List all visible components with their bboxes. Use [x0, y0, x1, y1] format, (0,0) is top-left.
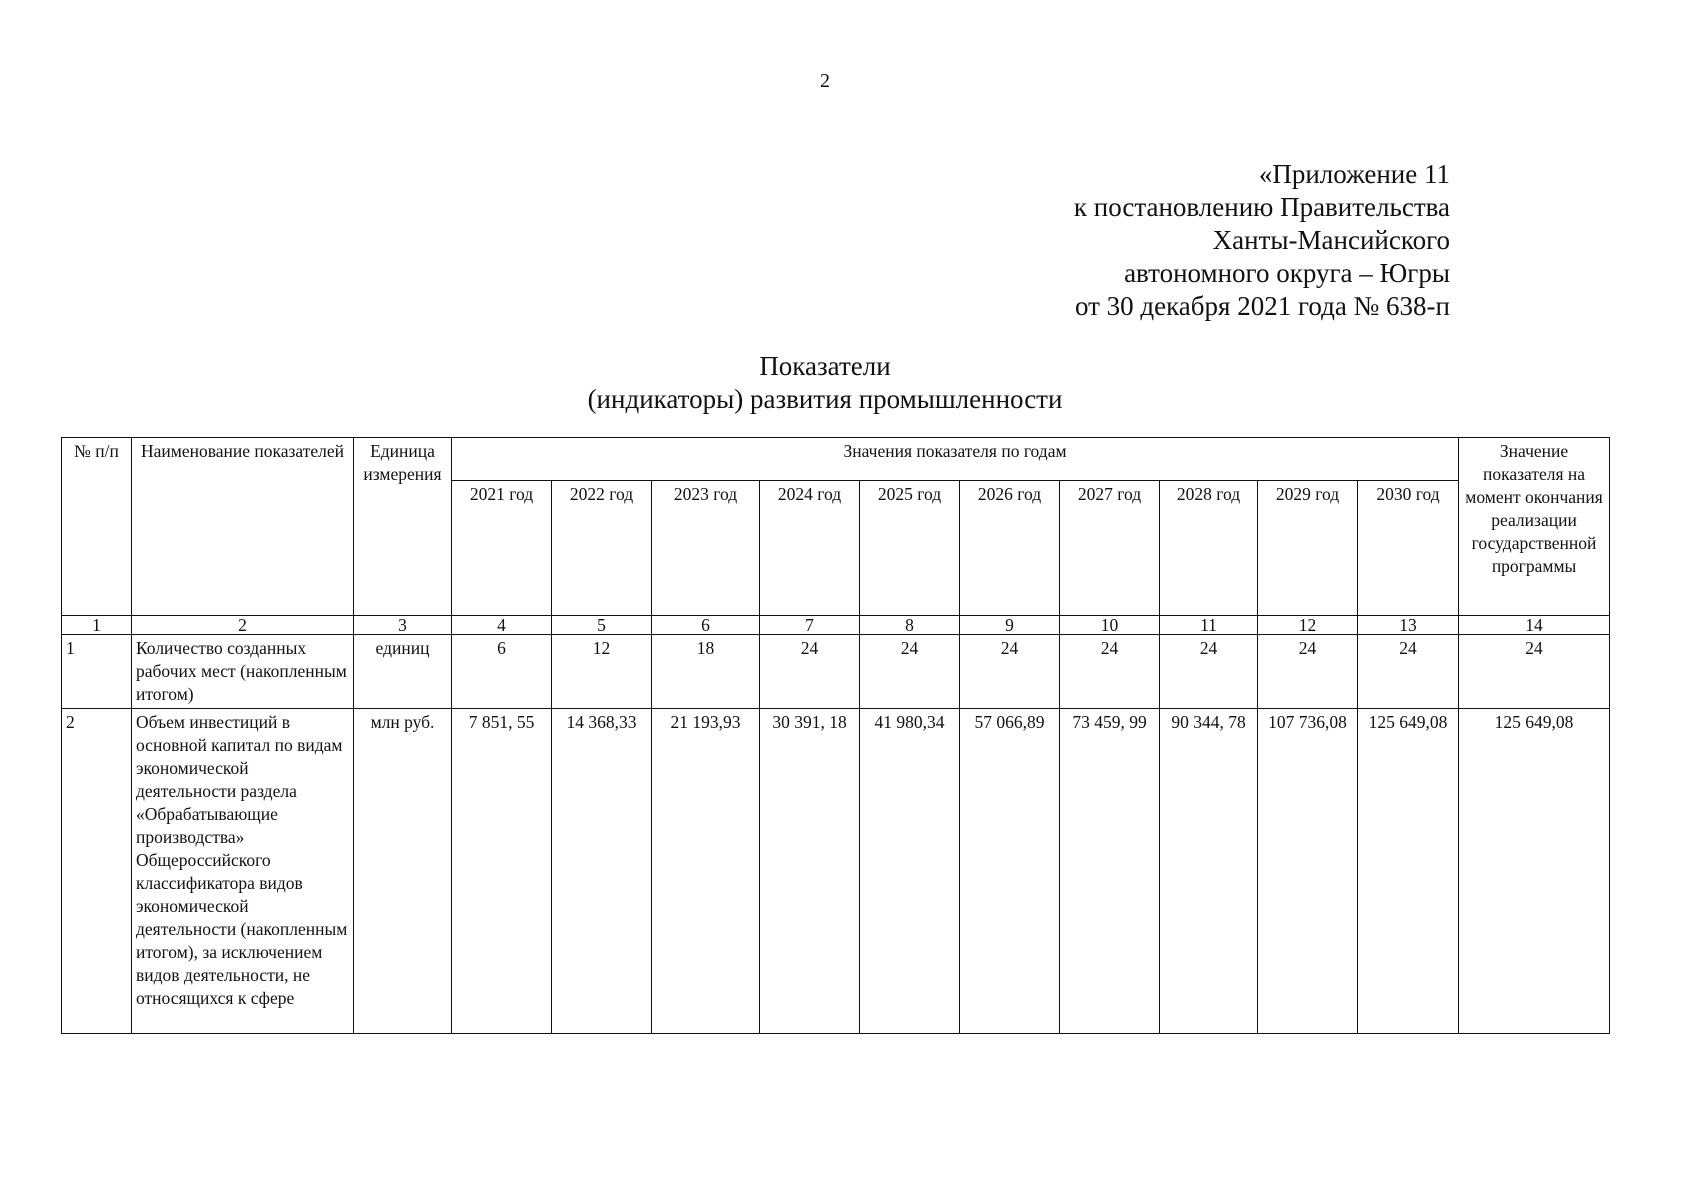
- column-number: 9: [960, 616, 1060, 635]
- row-name: Объем инвестиций в основной капитал по видам экономической деятельности раздела «Обрабатывающие производства» Общероссийского классификатора видов экономической деятельности (накопленным итогом), за исключением видов деятельности, не относящихся к сфере: [136, 712, 348, 1008]
- indicators-table: [61, 437, 1610, 1034]
- appendix-line: к постановлению Правительства: [1073, 192, 1450, 222]
- header-name: Наименование показателей: [132, 438, 354, 616]
- header-year: 2030 год: [1358, 481, 1459, 616]
- header-year: 2026 год: [960, 481, 1060, 616]
- row-unit: единиц: [354, 635, 452, 709]
- row-value: 24: [1060, 635, 1160, 709]
- row-value: 30 391, 18: [760, 709, 860, 1034]
- document-title: [0, 350, 1650, 416]
- row-num: 2: [62, 709, 132, 1034]
- header-year: 2021 год: [452, 481, 552, 616]
- table-row: [62, 709, 1610, 1034]
- row-value: 7 851, 55: [452, 709, 552, 1034]
- row-unit: млн руб.: [354, 709, 452, 1034]
- row-value: 12: [552, 635, 652, 709]
- column-number: 11: [1160, 616, 1258, 635]
- header-values-by-year: Значения показателя по годам: [452, 438, 1459, 481]
- indicators-table-wrap: [61, 437, 1609, 1034]
- column-number: 13: [1358, 616, 1459, 635]
- page-number: 2: [820, 70, 830, 92]
- column-number: 8: [860, 616, 960, 635]
- column-number: 5: [552, 616, 652, 635]
- header-year: 2024 год: [760, 481, 860, 616]
- column-number: 1: [62, 616, 132, 635]
- row-value: 57 066,89: [960, 709, 1060, 1034]
- appendix-line: Ханты-Мансийского: [1212, 225, 1450, 255]
- appendix-line: от 30 декабря 2021 года № 638-п: [1074, 291, 1450, 321]
- row-value: 107 736,08: [1258, 709, 1358, 1034]
- column-number-row: [62, 616, 1610, 635]
- row-value: 24: [1160, 635, 1258, 709]
- row-value: 24: [1258, 635, 1358, 709]
- column-number: 2: [132, 616, 354, 635]
- header-year: 2025 год: [860, 481, 960, 616]
- appendix-line: «Приложение 11: [1258, 159, 1450, 189]
- header-year: 2028 год: [1160, 481, 1258, 616]
- row-value: 24: [1358, 635, 1459, 709]
- appendix-header: [1074, 158, 1450, 323]
- column-number: 6: [652, 616, 760, 635]
- row-value: 90 344, 78: [1160, 709, 1258, 1034]
- title-line-1: Показатели: [759, 351, 891, 381]
- column-number: 10: [1060, 616, 1160, 635]
- row-value: 6: [452, 635, 552, 709]
- header-year: 2022 год: [552, 481, 652, 616]
- row-value: 21 193,93: [652, 709, 760, 1034]
- header-year: 2027 год: [1060, 481, 1160, 616]
- row-name-cell: [132, 709, 354, 1034]
- column-number: 7: [760, 616, 860, 635]
- header-num: № п/п: [62, 438, 132, 616]
- column-number: 12: [1258, 616, 1358, 635]
- column-number: 4: [452, 616, 552, 635]
- row-final-value: 24: [1459, 635, 1610, 709]
- row-value: 24: [860, 635, 960, 709]
- row-value: 24: [760, 635, 860, 709]
- column-number: 3: [354, 616, 452, 635]
- header-final-value: Значение показателя на момент окончания реализации государственной программы: [1459, 438, 1610, 616]
- row-value: 41 980,34: [860, 709, 960, 1034]
- title-line-2: (индикаторы) развития промышленности: [587, 384, 1063, 414]
- row-value: 18: [652, 635, 760, 709]
- row-num: 1: [62, 635, 132, 709]
- table-row: [62, 635, 1610, 709]
- header-year: 2029 год: [1258, 481, 1358, 616]
- appendix-line: автономного округа – Югры: [1124, 258, 1450, 288]
- column-number: 14: [1459, 616, 1610, 635]
- row-final-value: 125 649,08: [1459, 709, 1610, 1034]
- row-value: 125 649,08: [1358, 709, 1459, 1034]
- header-unit: Единица измерения: [354, 438, 452, 616]
- header-year: 2023 год: [652, 481, 760, 616]
- row-name: Количество созданных рабочих мест (накопленным итогом): [132, 635, 354, 709]
- row-value: 14 368,33: [552, 709, 652, 1034]
- row-value: 73 459, 99: [1060, 709, 1160, 1034]
- row-value: 24: [960, 635, 1060, 709]
